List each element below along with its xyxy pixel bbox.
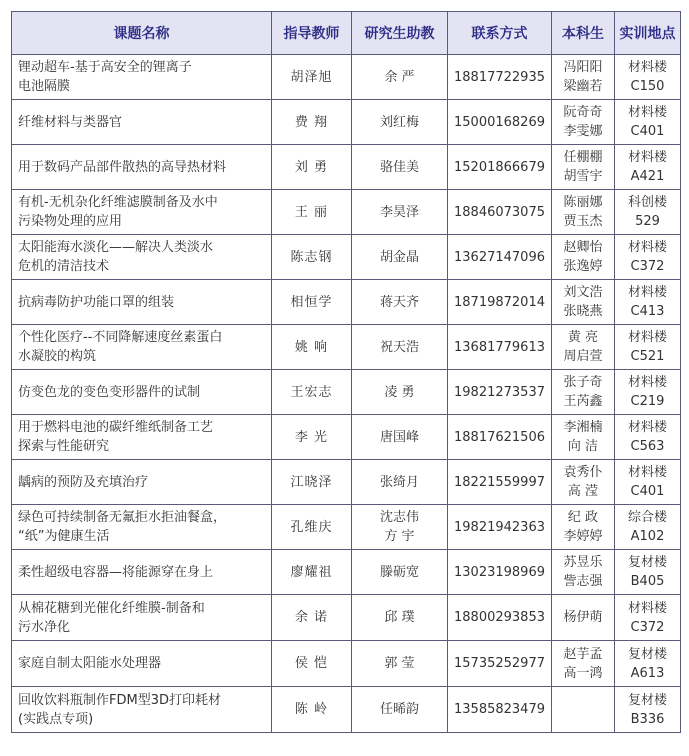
cell-location: 科创楼 529 (615, 190, 681, 235)
cell-topic: 锂动超车-基于高安全的锂离子 电池隔膜 (12, 55, 272, 100)
cell-location: 材料楼 C219 (615, 370, 681, 415)
cell-phone: 15735252977 (448, 641, 552, 687)
cell-assistant: 李昊泽 (352, 190, 448, 235)
cell-assistant: 胡金晶 (352, 235, 448, 280)
cell-phone: 15000168269 (448, 100, 552, 145)
cell-location: 复材楼 B336 (615, 687, 681, 733)
cell-students: 赵芋孟 高一鸿 (552, 641, 615, 687)
cell-location: 材料楼 C401 (615, 100, 681, 145)
cell-location: 材料楼 C150 (615, 55, 681, 100)
cell-topic: 家庭自制太阳能水处理器 (12, 641, 272, 687)
cell-phone: 13681779613 (448, 325, 552, 370)
table-row (12, 100, 681, 145)
cell-students: 赵卿怡 张逸婷 (552, 235, 615, 280)
cell-topic: 绿色可持续制备无氟拒水拒油餐盒， “纸”为健康生活 (12, 505, 272, 550)
table-body (12, 55, 681, 733)
cell-assistant: 郭 莹 (352, 641, 448, 687)
cell-location: 材料楼 C413 (615, 280, 681, 325)
cell-topic: 龋病的预防及充填治疗 (12, 460, 272, 505)
cell-students: 苏昱乐 訾志强 (552, 550, 615, 595)
cell-phone: 13585823479 (448, 687, 552, 733)
cell-topic: 回收饮料瓶制作FDM型3D打印耗材 (实践点专项) (12, 687, 272, 733)
project-table (11, 11, 681, 733)
cell-assistant: 余 严 (352, 55, 448, 100)
cell-students: 袁秀仆 高 滢 (552, 460, 615, 505)
cell-topic: 抗病毒防护功能口罩的组装 (12, 280, 272, 325)
cell-students: 纪 政 李婷婷 (552, 505, 615, 550)
header-location: 实训地点 (615, 12, 681, 55)
header-assistant: 研究生助教 (352, 12, 448, 55)
cell-students: 刘文浩 张晓燕 (552, 280, 615, 325)
cell-assistant: 蒋天齐 (352, 280, 448, 325)
cell-phone: 18221559997 (448, 460, 552, 505)
cell-location: 复材楼 B405 (615, 550, 681, 595)
cell-location: 材料楼 A421 (615, 145, 681, 190)
table-row (12, 370, 681, 415)
cell-topic: 个性化医疗--不同降解速度丝素蛋白 水凝胶的构筑 (12, 325, 272, 370)
table-row (12, 235, 681, 280)
cell-location: 材料楼 C401 (615, 460, 681, 505)
table-row (12, 505, 681, 550)
cell-location: 材料楼 C372 (615, 235, 681, 280)
cell-students: 李湘楠 向 洁 (552, 415, 615, 460)
cell-advisor: 费 翔 (272, 100, 352, 145)
cell-phone: 18817621506 (448, 415, 552, 460)
cell-advisor: 胡泽旭 (272, 55, 352, 100)
cell-topic: 有机-无机杂化纤维滤膜制备及水中 污染物处理的应用 (12, 190, 272, 235)
cell-phone: 19821273537 (448, 370, 552, 415)
cell-students: 黄 亮 周启萱 (552, 325, 615, 370)
cell-students: 陈丽娜 贾玉杰 (552, 190, 615, 235)
cell-assistant: 骆佳美 (352, 145, 448, 190)
cell-advisor: 刘 勇 (272, 145, 352, 190)
cell-students: 阮奇奇 李雯娜 (552, 100, 615, 145)
cell-students (552, 687, 615, 733)
cell-phone: 13627147096 (448, 235, 552, 280)
header-contact: 联系方式 (448, 12, 552, 55)
table-header-row (12, 12, 681, 55)
cell-advisor: 王宏志 (272, 370, 352, 415)
cell-assistant: 沈志伟 方 宇 (352, 505, 448, 550)
cell-topic: 从棉花糖到光催化纤维膜-制备和 污水净化 (12, 595, 272, 641)
cell-students: 杨伊萌 (552, 595, 615, 641)
cell-advisor: 陈志钢 (272, 235, 352, 280)
cell-assistant: 凌 勇 (352, 370, 448, 415)
cell-phone: 18817722935 (448, 55, 552, 100)
cell-phone: 13023198969 (448, 550, 552, 595)
cell-phone: 18719872014 (448, 280, 552, 325)
cell-phone: 18800293853 (448, 595, 552, 641)
cell-advisor: 廖耀祖 (272, 550, 352, 595)
cell-assistant: 滕砺宽 (352, 550, 448, 595)
cell-advisor: 陈 岭 (272, 687, 352, 733)
cell-advisor: 李 光 (272, 415, 352, 460)
cell-assistant: 邱 璞 (352, 595, 448, 641)
table-row (12, 415, 681, 460)
cell-topic: 柔性超级电容器—将能源穿在身上 (12, 550, 272, 595)
table-row (12, 641, 681, 687)
cell-location: 复材楼 A613 (615, 641, 681, 687)
cell-phone: 19821942363 (448, 505, 552, 550)
cell-location: 材料楼 C521 (615, 325, 681, 370)
cell-phone: 15201866679 (448, 145, 552, 190)
cell-assistant: 祝天浩 (352, 325, 448, 370)
cell-students: 张子奇 王芮鑫 (552, 370, 615, 415)
table-row (12, 55, 681, 100)
cell-assistant: 张绮月 (352, 460, 448, 505)
cell-location: 材料楼 C372 (615, 595, 681, 641)
cell-advisor: 侯 恺 (272, 641, 352, 687)
table-row (12, 145, 681, 190)
cell-advisor: 王 丽 (272, 190, 352, 235)
cell-topic: 用于数码产品部件散热的高导热材料 (12, 145, 272, 190)
table-row (12, 687, 681, 733)
cell-topic: 太阳能海水淡化——解决人类淡水 危机的清洁技术 (12, 235, 272, 280)
cell-topic: 仿变色龙的变色变形器件的试制 (12, 370, 272, 415)
header-topic: 课题名称 (12, 12, 272, 55)
table-row (12, 460, 681, 505)
project-table-container (11, 11, 681, 733)
table-row (12, 280, 681, 325)
table-row (12, 325, 681, 370)
cell-advisor: 姚 响 (272, 325, 352, 370)
cell-topic: 用于燃料电池的碳纤维纸制备工艺 探索与性能研究 (12, 415, 272, 460)
cell-location: 综合楼 A102 (615, 505, 681, 550)
cell-assistant: 唐国峰 (352, 415, 448, 460)
cell-students: 任棚棚 胡雪宇 (552, 145, 615, 190)
cell-advisor: 余 诺 (272, 595, 352, 641)
header-students: 本科生 (552, 12, 615, 55)
cell-advisor: 江晓泽 (272, 460, 352, 505)
cell-advisor: 孔维庆 (272, 505, 352, 550)
table-row (12, 595, 681, 641)
cell-topic: 纤维材料与类器官 (12, 100, 272, 145)
cell-phone: 18846073075 (448, 190, 552, 235)
cell-advisor: 相恒学 (272, 280, 352, 325)
table-row (12, 190, 681, 235)
cell-students: 冯阳阳 梁幽若 (552, 55, 615, 100)
cell-assistant: 刘红梅 (352, 100, 448, 145)
cell-location: 材料楼 C563 (615, 415, 681, 460)
table-row (12, 550, 681, 595)
cell-assistant: 任晞韵 (352, 687, 448, 733)
header-advisor: 指导教师 (272, 12, 352, 55)
